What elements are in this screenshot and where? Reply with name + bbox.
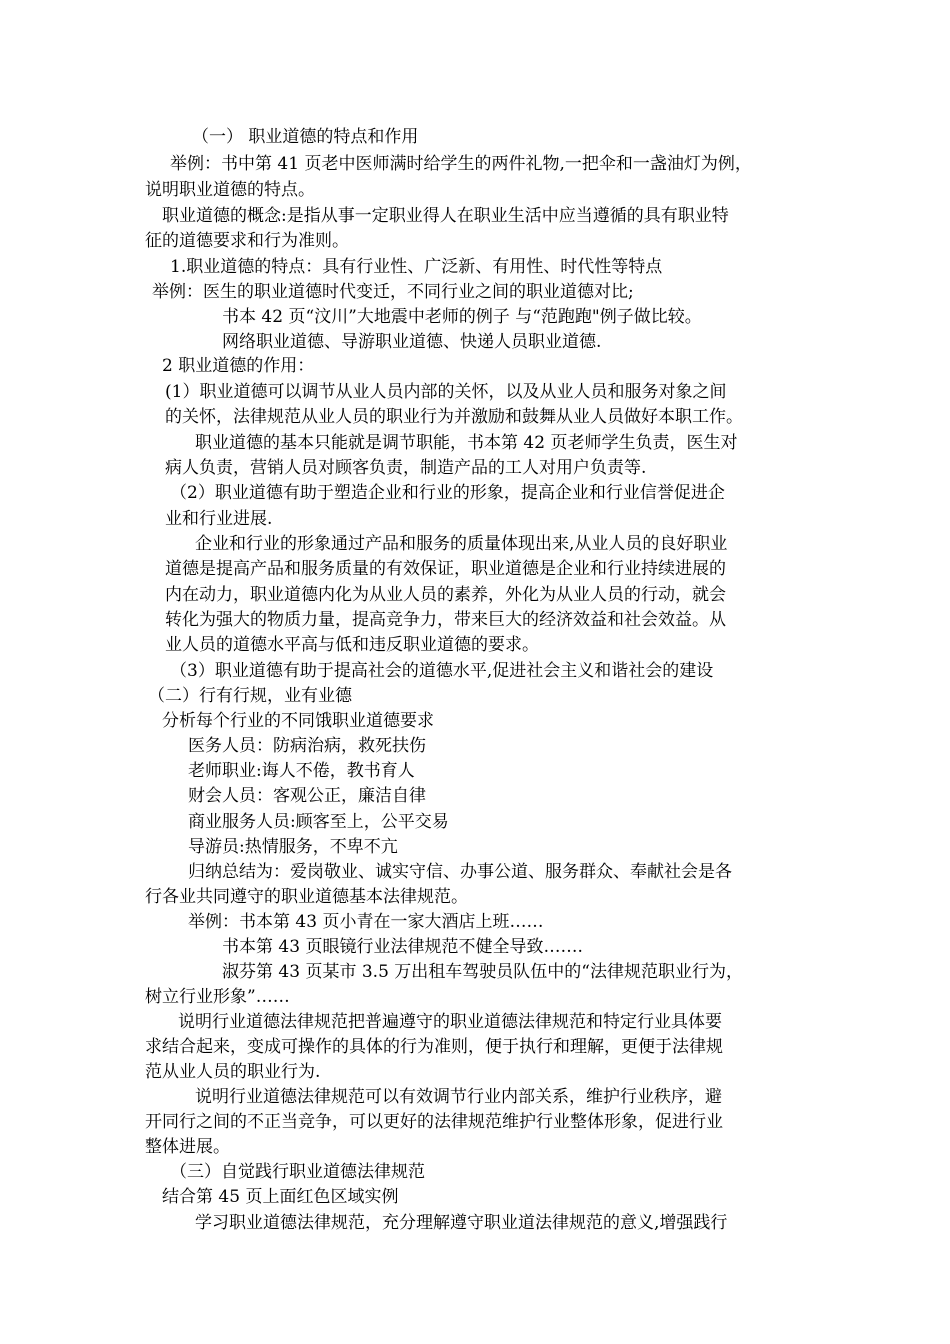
paragraph-line: （2）职业道德有助于塑造企业和行业的形象，提高企业和行业信誉促进企 — [170, 483, 725, 503]
paragraph-line: 树立行业形象”…… — [145, 987, 290, 1007]
paragraph-line: 职业道德的概念:是指从事一定职业得人在职业生活中应当遵循的具有职业特 — [162, 206, 729, 226]
paragraph-line: 学习职业道德法律规范，充分理解遵守职业道法律规范的意义,增强践行 — [195, 1213, 728, 1233]
list-item: 导游员:热情服务，不卑不亢 — [188, 837, 398, 857]
paragraph-line: 企业和行业的形象通过产品和服务的质量体现出来,从业人员的良好职业 — [195, 534, 728, 554]
paragraph-line: 求结合起来，变成可操作的具体的行为准则，便于执行和理解，更便于法律规 — [145, 1037, 723, 1057]
section-heading: （二）行有行规，业有业德 — [148, 686, 352, 706]
paragraph-line: 举例：医生的职业道德时代变迁，不同行业之间的职业道德对比; — [152, 282, 634, 302]
paragraph-line: 的关怀，法律规范从业人员的职业行为并激励和鼓舞从业人员做好本职工作。 — [165, 407, 743, 427]
list-item: 医务人员：防病治病，救死扶伤 — [188, 736, 426, 756]
paragraph-line: 开同行之间的不正当竞争，可以更好的法律规范维护行业整体形象，促进行业 — [145, 1112, 723, 1132]
paragraph-line: 书本 42 页“汶川”大地震中老师的例子 与“范跑跑"例子做比较。 — [222, 307, 702, 327]
paragraph-line: 书本第 43 页眼镜行业法律规范不健全导致……. — [222, 937, 583, 957]
paragraph-line: 举例：书中第 41 页老中医师满时给学生的两件礼物,一把伞和一盏油灯为例， — [170, 154, 752, 174]
paragraph-line: 道德是提高产品和服务质量的有效保证，职业道德是企业和行业持续进展的 — [165, 559, 726, 579]
paragraph-line: 网络职业道德、导游职业道德、快递人员职业道德. — [222, 332, 602, 352]
list-item: 老师职业:诲人不倦，教书育人 — [188, 761, 415, 781]
paragraph-line: 业人员的道德水平高与低和违反职业道德的要求。 — [165, 635, 539, 655]
paragraph-line: 行各业共同遵守的职业道德基本法律规范。 — [145, 887, 468, 907]
paragraph-line: （3）职业道德有助于提高社会的道德水平,促进社会主义和谐社会的建设 — [170, 661, 714, 681]
section-heading: 2 职业道德的作用： — [162, 356, 315, 376]
paragraph-line: 说明行业道德法律规范可以有效调节行业内部关系，维护行业秩序，避 — [195, 1087, 722, 1107]
paragraph-line: 病人负责，营销人员对顾客负责，制造产品的工人对用户负责等. — [165, 458, 647, 478]
paragraph-line: 说明职业道德的特点。 — [145, 180, 315, 200]
list-item: 商业服务人员:顾客至上，公平交易 — [188, 812, 449, 832]
paragraph-line: 征的道德要求和行为准则。 — [145, 231, 349, 251]
list-item: 财会人员：客观公正，廉洁自律 — [188, 786, 426, 806]
paragraph-line: 淑芬第 43 页某市 3.5 万出租车驾驶员队伍中的“法律规范职业行为， — [222, 962, 743, 982]
paragraph-line: (1）职业道德可以调节从业人员内部的关怀，以及从业人员和服务对象之间 — [165, 382, 727, 402]
section-heading: （三）自觉践行职业道德法律规范 — [170, 1162, 425, 1182]
paragraph-line: 转化为强大的物质力量，提高竞争力，带来巨大的经济效益和社会效益。从 — [165, 610, 726, 630]
paragraph-line: 业和行业进展. — [165, 509, 273, 529]
paragraph-line: 整体进展。 — [145, 1137, 230, 1157]
paragraph-line: 说明行业道德法律规范把普遍遵守的职业道德法律规范和特定行业具体要 — [178, 1012, 722, 1032]
paragraph-line: 归纳总结为：爱岗敬业、诚实守信、办事公道、服务群众、奉献社会是各 — [188, 862, 732, 882]
paragraph-line: 内在动力，职业道德内化为从业人员的素养，外化为从业人员的行动，就会 — [165, 585, 726, 605]
paragraph-line: 分析每个行业的不同饿职业道德要求 — [162, 711, 434, 731]
paragraph-line: 1.职业道德的特点：具有行业性、广泛新、有用性、时代性等特点 — [170, 257, 663, 277]
paragraph-line: 范从业人员的职业行为. — [145, 1062, 321, 1082]
paragraph-line: 职业道德的基本只能就是调节职能，书本第 42 页老师学生负责，医生对 — [195, 433, 738, 453]
section-heading: （一） 职业道德的特点和作用 — [192, 127, 419, 147]
paragraph-line: 结合第 45 页上面红色区域实例 — [162, 1187, 399, 1207]
paragraph-line: 举例：书本第 43 页小青在一家大酒店上班…… — [188, 912, 544, 932]
